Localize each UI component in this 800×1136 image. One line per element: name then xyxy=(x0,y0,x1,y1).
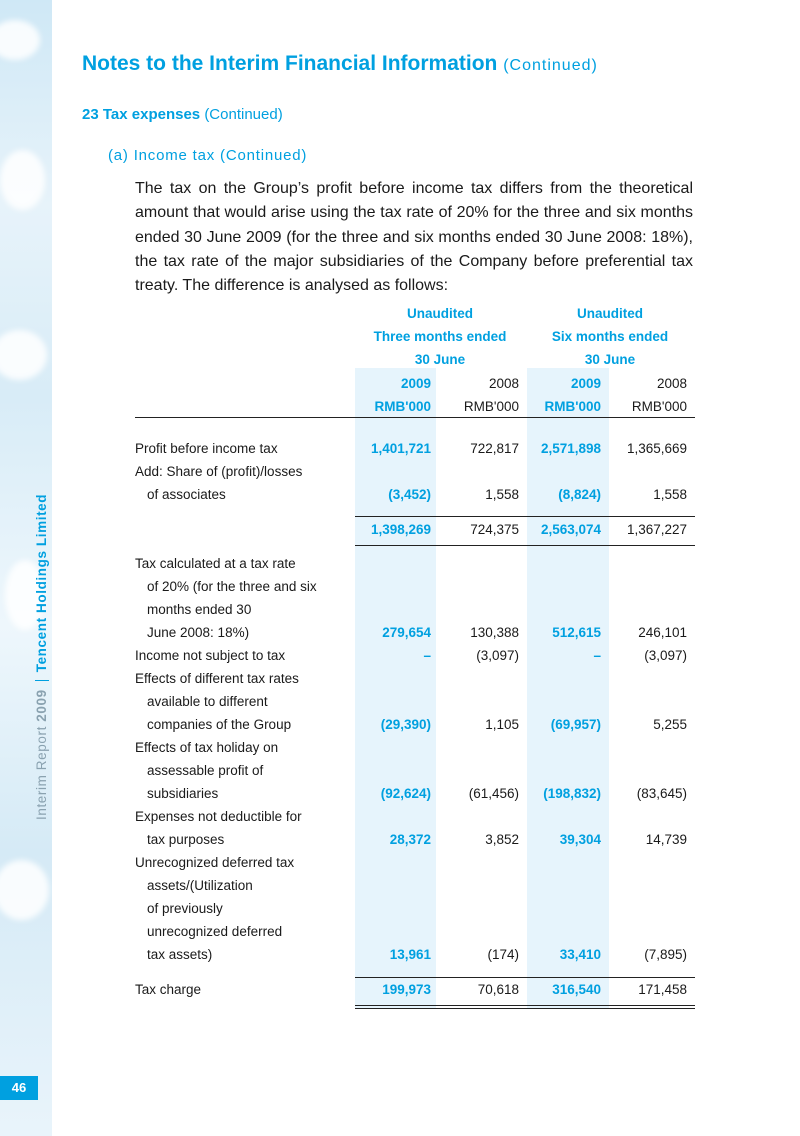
cell-2008-six: 5,255 xyxy=(653,717,687,732)
page-number: 46 xyxy=(0,1076,38,1100)
row-label: of previously xyxy=(147,901,223,916)
column-unit: RMB'000 xyxy=(374,399,431,414)
table-row xyxy=(135,648,695,670)
group-header-three-months xyxy=(355,302,525,371)
row-label: Unrecognized deferred tax xyxy=(135,855,295,870)
row-label: subsidiaries xyxy=(147,786,219,801)
cloud xyxy=(0,20,40,60)
cell-2008-three: 130,388 xyxy=(470,625,519,640)
row-label: June 2008: 18%) xyxy=(147,625,250,640)
group-header-period: Three months ended xyxy=(373,329,507,344)
cell-2008-three: 3,852 xyxy=(485,832,519,847)
total-row xyxy=(135,982,695,1004)
column-unit: RMB'000 xyxy=(544,399,601,414)
column-year: 2009 xyxy=(400,376,431,391)
row-label: unrecognized deferred xyxy=(147,924,283,939)
cell-2009-three: (92,624) xyxy=(380,786,431,801)
sidebar-divider xyxy=(35,680,49,681)
sidebar-report: Interim Report xyxy=(34,721,49,820)
cloud xyxy=(0,330,47,380)
cell-2008-three: (174) xyxy=(487,947,519,962)
page-title-main: Notes to the Interim Financial Information xyxy=(82,52,498,75)
cell-2009-three: (3,452) xyxy=(388,487,431,502)
group-header-date: 30 June xyxy=(414,352,466,367)
table-row xyxy=(135,464,695,486)
row-label: of associates xyxy=(147,487,226,502)
row-label: available to different xyxy=(147,694,268,709)
table-row xyxy=(135,671,695,693)
subtotal-bottom-rule xyxy=(355,545,695,546)
cell-2008-six: 246,101 xyxy=(638,625,687,640)
row-label: of 20% (for the three and six xyxy=(147,579,317,594)
table-row xyxy=(135,694,695,716)
group-header-status: Unaudited xyxy=(407,306,473,321)
table-row xyxy=(135,579,695,601)
cell-2009-three: 13,961 xyxy=(389,947,431,962)
cell-2008-six: (7,895) xyxy=(644,947,687,962)
cell-2009-three: 1,401,721 xyxy=(370,441,431,456)
cell-2008-six: 1,558 xyxy=(653,487,687,502)
cell-2009-six: 512,615 xyxy=(552,625,601,640)
subtotal-top-rule xyxy=(355,516,695,517)
table-row xyxy=(135,809,695,831)
column-unit: RMB'000 xyxy=(463,399,519,414)
cell-2009-six: 33,410 xyxy=(559,947,601,962)
intro-paragraph: The tax on the Group’s profit before income tax differs from the theoretical amount that would arise using the tax rate of 20% for the three and six months ended 30 June 2009 (for the three and six months ended 30 June 2008: 18%), the tax rate of the major subsidiaries of the Company before preferential tax treaty. The difference is analysed as follows: xyxy=(135,180,693,295)
group-header-period: Six months ended xyxy=(551,329,669,344)
column-header-2009-six xyxy=(527,372,601,418)
table-row xyxy=(135,717,695,739)
cell-2008-three: 1,105 xyxy=(485,717,519,732)
row-label: Effects of tax holiday on xyxy=(135,740,279,755)
table-row xyxy=(135,441,695,463)
row-label: assessable profit of xyxy=(147,763,264,778)
cell-2008-six: 1,365,669 xyxy=(626,441,687,456)
table-row xyxy=(135,855,695,877)
table-row xyxy=(135,878,695,900)
column-header-row xyxy=(135,372,695,420)
column-header-2008-six xyxy=(607,372,687,418)
cell-2009-six: 2,571,898 xyxy=(540,441,601,456)
cell-2009-six: 39,304 xyxy=(559,832,601,847)
cell-2009-six: 316,540 xyxy=(552,982,601,997)
row-label: months ended 30 xyxy=(147,602,252,617)
cell-2008-six: (83,645) xyxy=(636,786,687,801)
table-row xyxy=(135,924,695,946)
cell-2009-six: (69,957) xyxy=(550,717,601,732)
cell-2009-three: 279,654 xyxy=(382,625,431,640)
cell-2009-three: 199,973 xyxy=(382,982,431,997)
row-label: Effects of different tax rates xyxy=(135,671,299,686)
subtotal-row xyxy=(135,522,695,544)
row-label: Expenses not deductible for xyxy=(135,809,302,824)
group-header-date: 30 June xyxy=(584,352,636,367)
cell-2008-six: 14,739 xyxy=(645,832,687,847)
page-title-continued: (Continued) xyxy=(503,57,598,74)
cloud xyxy=(0,860,49,920)
column-header-2008-three xyxy=(437,372,519,418)
table-row xyxy=(135,556,695,578)
sidebar-year: 2009 xyxy=(34,689,49,722)
cell-2009-three: 1,398,269 xyxy=(370,522,431,537)
row-label: Profit before income tax xyxy=(135,441,278,456)
cell-2008-three: 722,817 xyxy=(470,441,519,456)
cell-2008-three: (3,097) xyxy=(476,648,519,663)
table-row xyxy=(135,625,695,647)
sidebar-caption xyxy=(34,494,49,820)
column-header-2009-three xyxy=(357,372,431,418)
section-heading xyxy=(82,106,283,123)
cell-2008-three: 724,375 xyxy=(470,522,519,537)
cell-2009-six: (198,832) xyxy=(543,786,601,801)
total-top-rule xyxy=(355,977,695,978)
cell-2008-six: 1,367,227 xyxy=(626,522,687,537)
cell-2009-six: (8,824) xyxy=(558,487,601,502)
sidebar-company: Tencent Holdings Limited xyxy=(34,493,49,673)
cell-2008-six: 171,458 xyxy=(638,982,687,997)
column-year: 2008 xyxy=(488,376,519,391)
table-row xyxy=(135,786,695,808)
cell-2008-three: 70,618 xyxy=(477,982,519,997)
column-year: 2009 xyxy=(570,376,601,391)
group-header-six-months xyxy=(525,302,695,371)
cell-2008-three: (61,456) xyxy=(468,786,519,801)
table-row xyxy=(135,740,695,762)
cell-2009-three: 28,372 xyxy=(389,832,431,847)
table-row xyxy=(135,602,695,624)
column-year: 2008 xyxy=(656,376,687,391)
row-label: tax purposes xyxy=(147,832,225,847)
column-unit: RMB'000 xyxy=(631,399,687,414)
table-row xyxy=(135,901,695,923)
cell-2009-three: (29,390) xyxy=(380,717,431,732)
total-bottom-rule-2 xyxy=(355,1008,695,1009)
table-row xyxy=(135,763,695,785)
table-row xyxy=(135,487,695,509)
cell-2009-six: – xyxy=(593,648,601,663)
subsection-heading: (a) Income tax (Continued) xyxy=(108,147,308,164)
table-row xyxy=(135,947,695,969)
group-header-status: Unaudited xyxy=(577,306,643,321)
cell-2009-six: 2,563,074 xyxy=(540,522,601,537)
row-label: Add: Share of (profit)/losses xyxy=(135,464,303,479)
table-row xyxy=(135,832,695,854)
page-title xyxy=(82,52,598,76)
section-title: 23 Tax expenses xyxy=(82,106,201,123)
row-label: assets/(Utilization xyxy=(147,878,253,893)
total-bottom-rule-1 xyxy=(355,1005,695,1006)
section-continued: (Continued) xyxy=(204,106,283,123)
header-rule xyxy=(135,417,695,418)
row-label: Income not subject to tax xyxy=(135,648,286,663)
cloud xyxy=(0,150,45,210)
row-label: Tax charge xyxy=(135,982,202,997)
row-label: Tax calculated at a tax rate xyxy=(135,556,296,571)
row-label: companies of the Group xyxy=(147,717,292,732)
cell-2008-three: 1,558 xyxy=(485,487,519,502)
row-label: tax assets) xyxy=(147,947,213,962)
cell-2008-six: (3,097) xyxy=(644,648,687,663)
cell-2009-three: – xyxy=(423,648,431,663)
